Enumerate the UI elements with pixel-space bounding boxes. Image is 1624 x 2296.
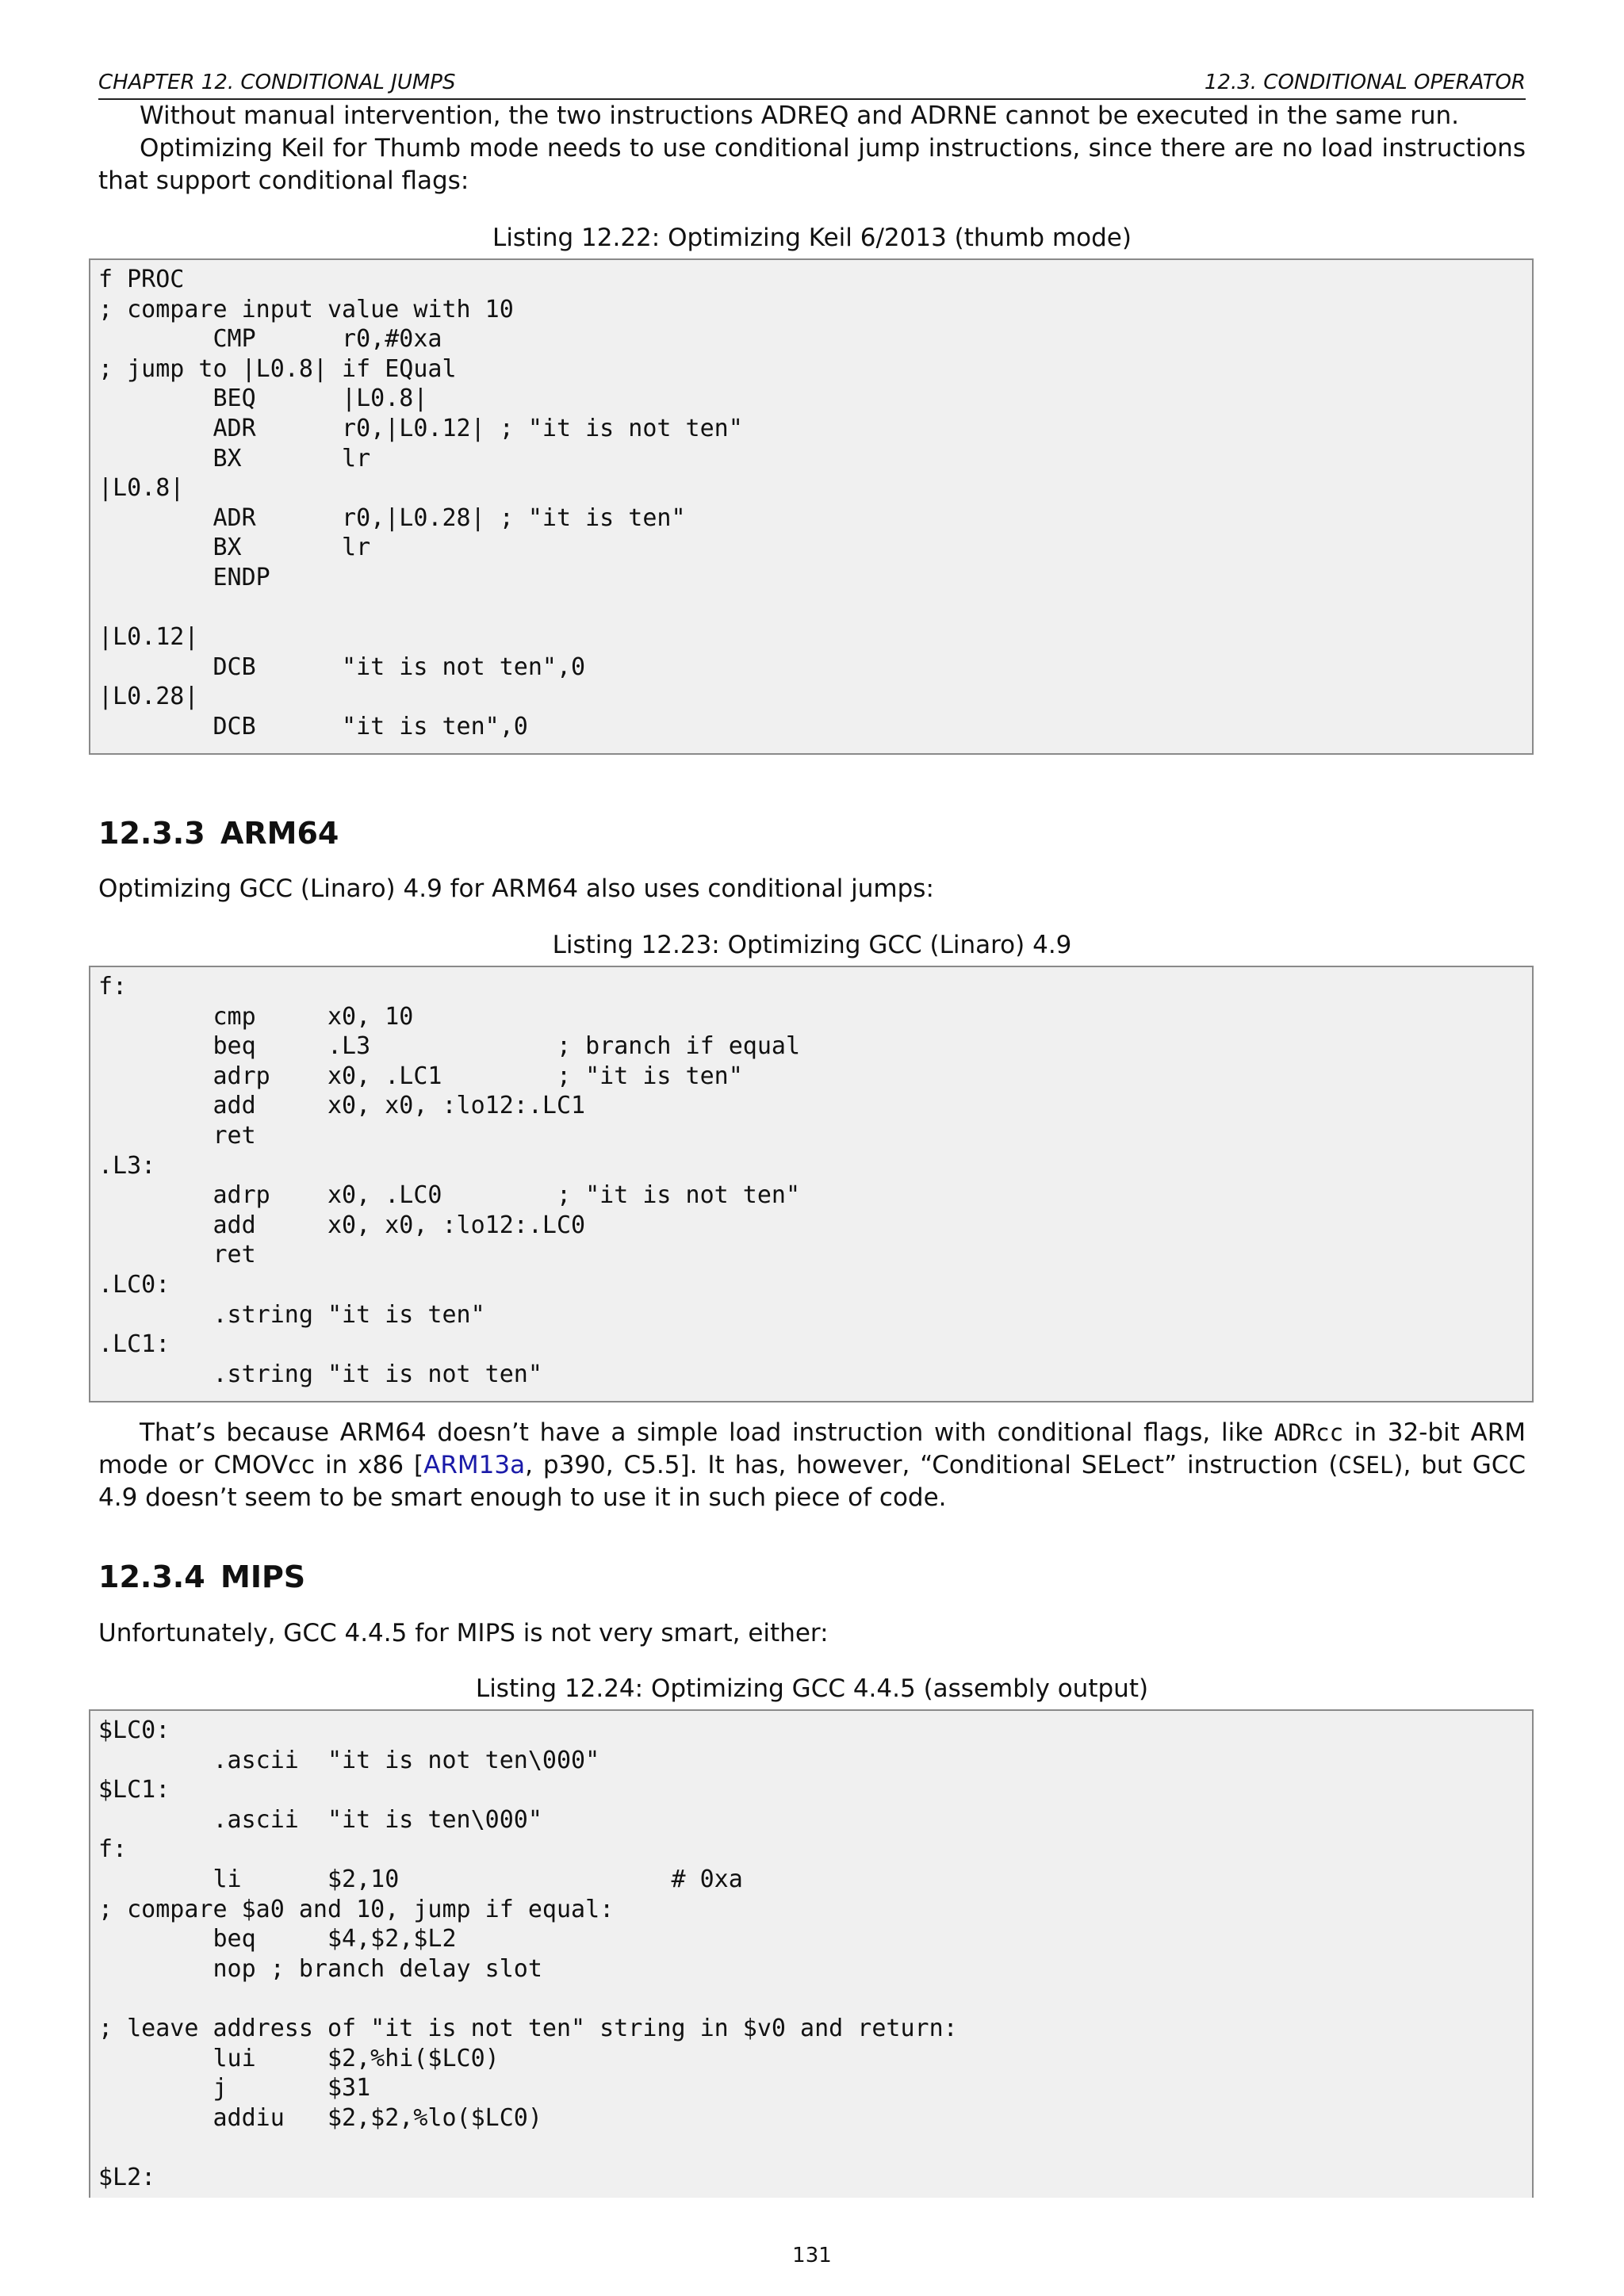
running-header: [98, 70, 1526, 100]
text-run: That’s because ARM64 doesn’t have a simple load instruction with conditional flags, like: [140, 1418, 1274, 1447]
code-line: ret: [98, 1121, 256, 1150]
code-line: .string "it is not ten": [98, 1360, 542, 1388]
text-run: ), but GCC 4.9 doesn’t seem to be smart enough to use it in such piece of code.: [98, 1451, 1526, 1512]
inline-code-csel: CSEL: [1338, 1452, 1394, 1479]
section-number: 12.3.3: [98, 816, 205, 851]
inline-code-adrcc: ADRcc: [1274, 1419, 1344, 1446]
code-line: cmp x0, 10: [98, 1002, 414, 1031]
code-line: .ascii "it is not ten\000": [98, 1746, 600, 1774]
code-line: .string "it is ten": [98, 1300, 485, 1329]
code-line: adrp x0, .LC0 ; "it is not ten": [98, 1181, 801, 1210]
code-line: [98, 1984, 1524, 2014]
listing-23-code: [89, 966, 1534, 1402]
listing-24-code: [89, 1709, 1534, 2198]
code-line: nop ; branch delay slot: [98, 1954, 542, 1983]
citation-link[interactable]: ARM13a: [423, 1451, 526, 1479]
code-line: BX lr: [98, 534, 371, 562]
code-line: ; jump to |L0.8| if EQual: [98, 354, 457, 383]
mips-intro-paragraph: Unfortunately, GCC 4.4.5 for MIPS is not very smart, either:: [98, 1619, 829, 1647]
section-title: ARM64: [220, 816, 339, 851]
section-number: 12.3.4: [98, 1559, 205, 1594]
code-line: ENDP: [98, 563, 270, 591]
code-line: DCB "it is not ten",0: [98, 652, 586, 681]
code-line: BX lr: [98, 444, 371, 473]
code-line: beq .L3 ; branch if equal: [98, 1032, 801, 1061]
code-line: beq $4,$2,$L2: [98, 1925, 457, 1954]
code-line: add x0, x0, :lo12:.LC1: [98, 1092, 586, 1120]
code-line: .ascii "it is ten\000": [98, 1805, 542, 1834]
arm64-explanation-paragraph: [98, 1417, 1526, 1514]
code-line: j $31: [98, 2074, 371, 2103]
code-line: li $2,10 # 0xa: [98, 1865, 743, 1893]
code-line: adrp x0, .LC1 ; "it is ten": [98, 1062, 743, 1090]
code-line: ADR r0,|L0.12| ; "it is not ten": [98, 414, 743, 442]
code-line: f PROC: [98, 266, 185, 293]
code-line: |L0.12|: [98, 623, 199, 652]
intro-paragraph-2: Optimizing Keil for Thumb mode needs to use conditional jump instructions, since there are no load instructions that support conditional flags:: [98, 134, 1526, 195]
code-line: ret: [98, 1241, 256, 1269]
listing-23-caption: Listing 12.23: Optimizing GCC (Linaro) 4.9: [552, 931, 1072, 959]
code-line: add x0, x0, :lo12:.LC0: [98, 1211, 586, 1239]
header-section: 12.3. CONDITIONAL OPERATOR: [1204, 71, 1526, 94]
code-line: |L0.28|: [98, 683, 199, 711]
code-line: $LC1:: [98, 1776, 170, 1804]
code-line: .L3:: [98, 1151, 156, 1180]
listing-22-code: [89, 258, 1534, 755]
code-line: $LC0:: [98, 1716, 170, 1744]
page-number: 131: [792, 2244, 832, 2267]
code-line: ; leave address of "it is not ten" string in $v0 and return:: [98, 2014, 958, 2042]
section-heading-mips: [98, 1559, 305, 1595]
text-run: in 32-bit ARM mode or CMOVcc in x86 [: [98, 1418, 1526, 1479]
text-run: , p390, C5.5]. It has, however, “Conditional SELect” instruction (: [525, 1451, 1339, 1479]
section-heading-arm64: [98, 815, 339, 851]
header-chapter: CHAPTER 12. CONDITIONAL JUMPS: [98, 71, 456, 94]
code-line: ADR r0,|L0.28| ; "it is ten": [98, 503, 686, 532]
code-line: ; compare $a0 and 10, jump if equal:: [98, 1895, 615, 1923]
code-line: ; compare input value with 10: [98, 295, 514, 323]
code-line: DCB "it is ten",0: [98, 712, 528, 740]
listing-22-caption: Listing 12.22: Optimizing Keil 6/2013 (thumb mode): [492, 224, 1132, 252]
arm64-intro-paragraph: Optimizing GCC (Linaro) 4.9 for ARM64 also uses conditional jumps:: [98, 874, 934, 903]
code-line: $L2:: [98, 2163, 156, 2191]
intro-paragraph-1: Without manual intervention, the two instructions ADREQ and ADRNE cannot be executed in the same run.: [140, 101, 1460, 130]
code-line: [98, 2133, 1524, 2163]
code-line: [98, 593, 1524, 623]
code-line: BEQ |L0.8|: [98, 385, 428, 413]
code-line: f:: [98, 973, 128, 1001]
code-line: lui $2,%hi($LC0): [98, 2044, 500, 2072]
code-line: f:: [98, 1835, 128, 1864]
document-page: [98, 0, 1526, 2296]
section-title: MIPS: [220, 1559, 306, 1594]
code-line: .LC1:: [98, 1330, 170, 1359]
code-line: .LC0:: [98, 1270, 170, 1299]
code-line: |L0.8|: [98, 474, 185, 503]
code-line: addiu $2,$2,%lo($LC0): [98, 2103, 542, 2132]
code-line: CMP r0,#0xa: [98, 325, 442, 354]
listing-24-caption: Listing 12.24: Optimizing GCC 4.4.5 (assembly output): [475, 1674, 1149, 1703]
